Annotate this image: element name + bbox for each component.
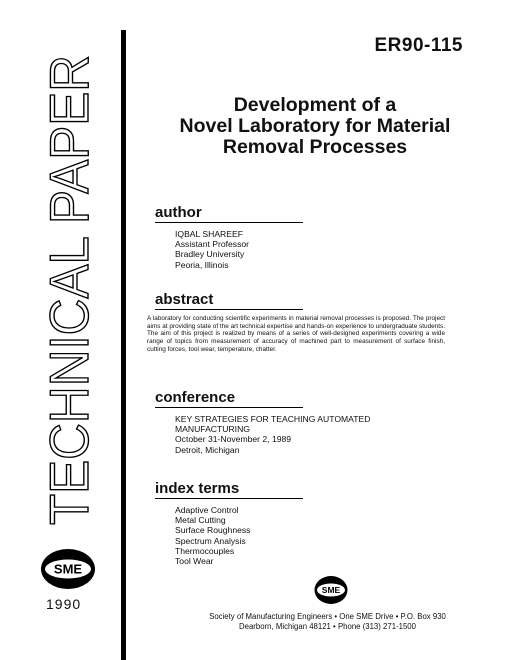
footer-line-1: Society of Manufacturing Engineers • One SME Drive • P.O. Box 930 — [209, 612, 446, 621]
author-heading: author — [155, 204, 303, 223]
vertical-rule — [121, 30, 126, 660]
conference-line: Detroit, Michigan — [175, 444, 240, 455]
sme-footer-logo-icon — [314, 575, 348, 605]
index-terms-section — [155, 480, 455, 566]
title-line: Removal Processes — [222, 136, 408, 158]
index-term: Surface Roughness — [175, 525, 251, 536]
conference-line: MANUFACTURING — [175, 424, 250, 435]
side-title-text: TECHNICAL PAPER — [44, 50, 100, 525]
conference-line: October 31-November 2, 1989 — [175, 434, 292, 445]
index-term: Spectrum Analysis — [175, 535, 246, 546]
abstract-heading: abstract — [155, 291, 303, 310]
paper-title — [150, 95, 480, 158]
footer-address — [175, 612, 480, 632]
title-line: Novel Laboratory for Material — [179, 115, 451, 137]
footer-line-2: Dearborn, Michigan 48121 • Phone (313) 271-1500 — [239, 622, 416, 631]
author-details — [155, 229, 455, 270]
index-term: Tool Wear — [175, 556, 214, 567]
sme-logo-icon — [40, 548, 96, 590]
index-term: Thermocouples — [175, 545, 235, 556]
index-term: Metal Cutting — [175, 515, 226, 526]
conference-section — [155, 389, 455, 455]
author-affiliation: Bradley University — [175, 249, 245, 260]
author-title: Assistant Professor — [175, 239, 250, 250]
author-name: IQBAL SHAREEF — [175, 229, 243, 239]
publication-year: 1990 — [46, 596, 82, 612]
abstract-text: A laboratory for conducting scientific experiments in material removal processes is proposed. The project aims at providing state of the art technical expertise and hands-on experience to undergraduate students. The aim of this project is realized by means of a series of well-designed experiments covering a wide range of topics from measurement of accuracy of machined part to measurement of surface finish, cutting forces, tool wear, temperature, chatter. — [147, 315, 445, 353]
sme-footer-logo-text: SME — [321, 585, 341, 595]
title-line: Development of a — [233, 94, 397, 116]
index-terms-heading: index terms — [155, 480, 303, 499]
document-id: ER90-115 — [374, 35, 463, 56]
author-location: Peoria, Illinois — [175, 259, 229, 270]
conference-line: KEY STRATEGIES FOR TEACHING AUTOMATED — [175, 414, 371, 424]
side-title — [44, 50, 104, 530]
abstract-section — [147, 291, 455, 354]
index-term: Adaptive Control — [175, 505, 239, 515]
conference-heading: conference — [155, 389, 303, 408]
sme-logo-text: SME — [53, 561, 83, 577]
conference-details — [155, 414, 455, 455]
author-section — [155, 204, 455, 270]
index-terms-list — [155, 505, 455, 566]
